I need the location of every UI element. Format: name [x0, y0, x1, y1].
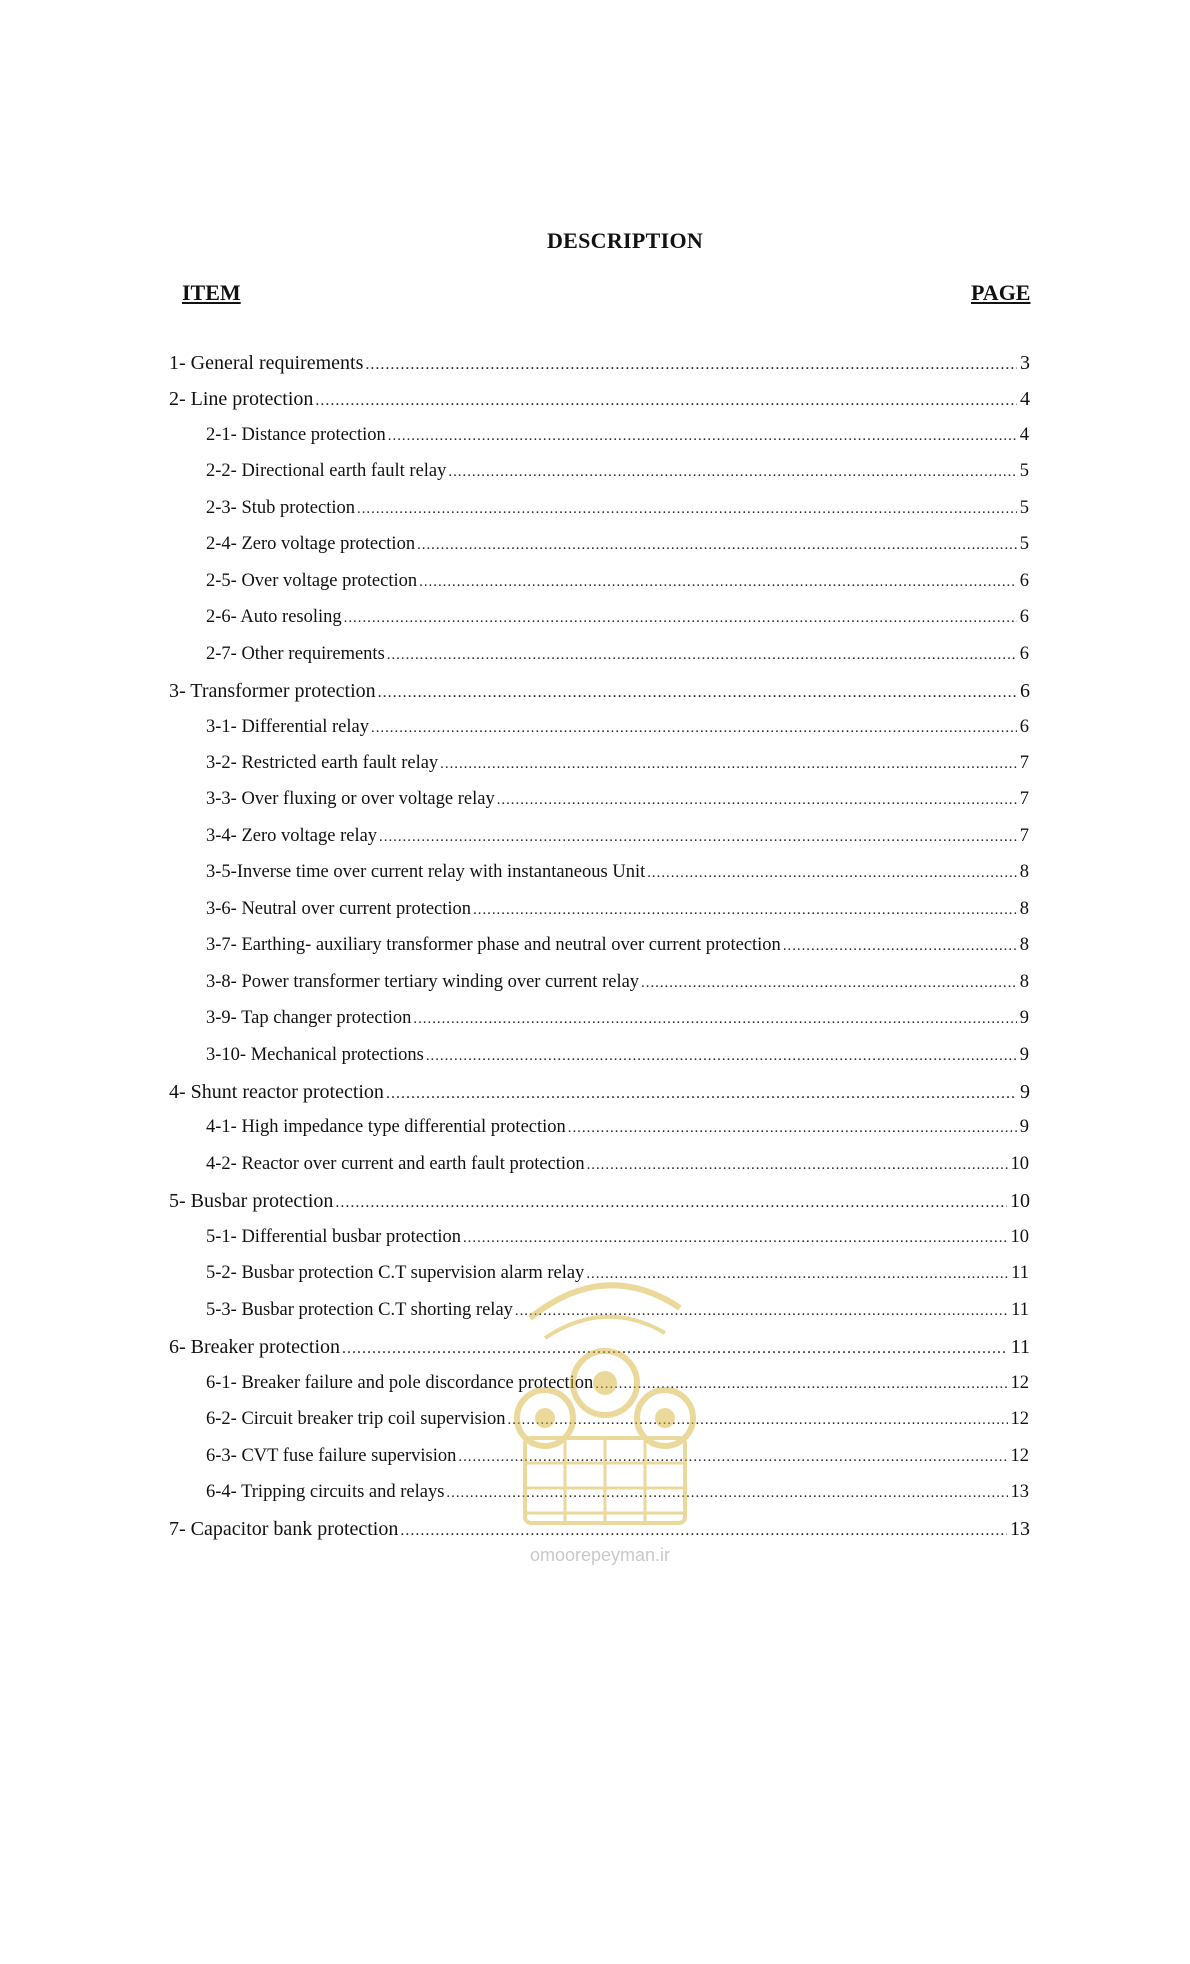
toc-entry-page-number: 8: [1019, 862, 1029, 883]
toc-dot-leader: [783, 938, 1017, 955]
toc-entry-page-number: 3: [1020, 352, 1030, 374]
toc-section-entry: [169, 1081, 1030, 1104]
toc-dot-leader: [595, 1376, 1007, 1393]
toc-subsection-entry: [206, 899, 1029, 920]
toc-entry-label: 2- Line protection: [169, 388, 314, 411]
toc-entry-page-number: 11: [1011, 1299, 1029, 1320]
toc-entry-page-number: 5: [1019, 497, 1029, 518]
toc-entry-label: 5- Busbar protection: [169, 1190, 334, 1213]
toc-entry-page-number: 4: [1019, 424, 1029, 445]
toc-dot-leader: [440, 756, 1017, 773]
toc-entry-page-number: 7: [1019, 825, 1029, 846]
toc-dot-leader: [497, 792, 1017, 809]
toc-subsection-entry: [206, 789, 1029, 810]
toc-entry-page-number: 9: [1019, 1117, 1029, 1138]
toc-entry-page-number: 8: [1019, 898, 1029, 919]
toc-dot-leader: [344, 610, 1017, 627]
toc-entry-page-number: 6: [1020, 680, 1030, 703]
toc-entry-page-number: 9: [1019, 1008, 1029, 1029]
toc-section-entry: [169, 1190, 1030, 1213]
toc-entry-label: 1- General requirements: [169, 352, 364, 374]
toc-dot-leader: [315, 392, 1017, 410]
toc-entry-label: 3-6- Neutral over current protection: [206, 898, 472, 919]
toc-section-entry: [169, 680, 1030, 703]
toc-dot-leader: [413, 1011, 1016, 1028]
toc-dot-leader: [388, 428, 1017, 445]
toc-dot-leader: [647, 865, 1017, 882]
toc-entry-page-number: 7: [1019, 752, 1029, 773]
toc-entry-page-number: 9: [1019, 1044, 1029, 1065]
toc-entry-label: 5-2- Busbar protection C.T supervision alarm relay: [206, 1263, 585, 1284]
toc-entry-page-number: 7: [1019, 789, 1029, 810]
toc-entry-page-number: 6: [1019, 716, 1029, 737]
toc-dot-leader: [400, 1522, 1007, 1540]
toc-entry-label: 2-2- Directional earth fault relay: [206, 461, 447, 482]
toc-dot-leader: [419, 574, 1017, 591]
toc-subsection-entry: [206, 644, 1029, 665]
toc-subsection-entry: [206, 534, 1029, 555]
toc-section-entry: [169, 1518, 1030, 1541]
toc-entry-page-number: 8: [1019, 971, 1029, 992]
toc-entry-label: 6- Breaker protection: [169, 1336, 341, 1359]
toc-entry-label: 6-3- CVT fuse failure supervision: [206, 1445, 457, 1466]
toc-entry-label: 4-1- High impedance type differential protection: [206, 1117, 566, 1138]
toc-dot-leader: [426, 1048, 1017, 1065]
toc-entry-label: 4-2- Reactor over current and earth fault protection: [206, 1153, 585, 1174]
toc-entry-page-number: 4: [1020, 388, 1030, 411]
toc-entry-label: 6-2- Circuit breaker trip coil supervision: [206, 1409, 506, 1430]
toc-entry-page-number: 12: [1010, 1372, 1029, 1393]
toc-entry-label: 2-4- Zero voltage protection: [206, 534, 416, 555]
toc-dot-leader: [587, 1157, 1008, 1174]
toc-entry-label: 6-4- Tripping circuits and relays: [206, 1481, 445, 1502]
toc-entry-label: 7- Capacitor bank protection: [169, 1518, 399, 1541]
toc-entry-label: 3-9- Tap changer protection: [206, 1008, 412, 1029]
toc-subsection-entry: [206, 753, 1029, 774]
toc-subsection-entry: [206, 972, 1029, 993]
toc-entry-label: 4- Shunt reactor protection: [169, 1081, 384, 1103]
toc-subsection-entry: [206, 862, 1029, 883]
toc-dot-leader: [371, 720, 1017, 737]
toc-entry-label: 3-3- Over fluxing or over voltage relay: [206, 789, 495, 810]
toc-subsection-entry: [206, 607, 1029, 628]
toc-entry-label: 5-3- Busbar protection C.T shorting relay: [206, 1299, 513, 1320]
toc-dot-leader: [515, 1303, 1008, 1320]
toc-section-entry: [169, 388, 1030, 411]
document-title: DESCRIPTION: [546, 228, 704, 253]
toc-subsection-entry: [206, 935, 1029, 956]
toc-subsection-entry: [206, 425, 1029, 446]
toc-entry-page-number: 5: [1019, 461, 1029, 482]
toc-subsection-entry: [206, 1482, 1029, 1503]
toc-entry-label: 3-10- Mechanical protections: [206, 1044, 424, 1065]
toc-entry-page-number: 11: [1011, 1263, 1029, 1284]
toc-subsection-entry: [206, 461, 1029, 482]
toc-entry-page-number: 11: [1010, 1336, 1030, 1359]
toc-dot-leader: [508, 1412, 1008, 1429]
toc-section-entry: [169, 352, 1030, 375]
toc-dot-leader: [417, 537, 1017, 554]
toc-dot-leader: [379, 829, 1017, 846]
watermark-text: omoorepeyman.ir: [529, 1545, 671, 1565]
toc-subsection-entry: [206, 826, 1029, 847]
toc-dot-leader: [342, 1340, 1008, 1358]
toc-dot-leader: [386, 1085, 1017, 1103]
toc-entry-page-number: 6: [1019, 607, 1029, 628]
toc-dot-leader: [387, 647, 1017, 664]
toc-entry-page-number: 5: [1019, 534, 1029, 555]
toc-subsection-entry: [206, 1117, 1029, 1138]
toc-subsection-entry: [206, 1154, 1029, 1175]
toc-subsection-entry: [206, 1409, 1029, 1430]
toc-entry-page-number: 10: [1010, 1190, 1030, 1213]
toc-entry-label: 3-8- Power transformer tertiary winding over current relay: [206, 971, 640, 992]
toc-entry-label: 3-5-Inverse time over current relay with instantaneous Unit: [206, 862, 646, 883]
toc-entry-page-number: 12: [1010, 1445, 1029, 1466]
toc-entry-page-number: 6: [1019, 643, 1029, 664]
toc-subsection-entry: [206, 571, 1029, 592]
toc-entry-page-number: 13: [1010, 1481, 1029, 1502]
toc-dot-leader: [458, 1449, 1007, 1466]
toc-entry-page-number: 10: [1010, 1153, 1029, 1174]
toc-dot-leader: [568, 1120, 1017, 1137]
toc-subsection-entry: [206, 1263, 1029, 1284]
toc-dot-leader: [335, 1194, 1007, 1212]
toc-entry-label: 6-1- Breaker failure and pole discordance protection: [206, 1372, 594, 1393]
toc-dot-leader: [378, 684, 1017, 702]
toc-section-entry: [169, 1336, 1030, 1359]
toc-subsection-entry: [206, 1227, 1029, 1248]
toc-entry-label: 3-1- Differential relay: [206, 716, 369, 737]
toc-subsection-entry: [206, 1446, 1029, 1467]
toc-entry-page-number: 6: [1019, 570, 1029, 591]
toc-subsection-entry: [206, 498, 1029, 519]
toc-dot-leader: [448, 464, 1016, 481]
toc-dot-leader: [446, 1485, 1007, 1502]
toc-subsection-entry: [206, 717, 1029, 738]
toc-entry-page-number: 13: [1010, 1518, 1030, 1541]
toc-subsection-entry: [206, 1300, 1029, 1321]
toc-entry-label: 2-1- Distance protection: [206, 424, 386, 445]
toc-entry-label: 2-5- Over voltage protection: [206, 570, 418, 591]
toc-subsection-entry: [206, 1373, 1029, 1394]
toc-dot-leader: [357, 501, 1017, 518]
toc-entry-label: 5-1- Differential busbar protection: [206, 1226, 461, 1247]
toc-entry-label: 3-4- Zero voltage relay: [206, 825, 378, 846]
toc-dot-leader: [473, 902, 1017, 919]
toc-entry-label: 3-2- Restricted earth fault relay: [206, 752, 439, 773]
toc-dot-leader: [365, 356, 1017, 374]
toc-dot-leader: [463, 1230, 1008, 1247]
toc-subsection-entry: [206, 1008, 1029, 1029]
toc-entry-label: 2-7- Other requirements: [206, 643, 385, 664]
column-header-page: PAGE: [971, 280, 1031, 305]
toc-dot-leader: [641, 975, 1017, 992]
toc-entry-page-number: 8: [1019, 935, 1029, 956]
toc-entry-label: 3-7- Earthing- auxiliary transformer phase and neutral over current protection: [206, 935, 781, 956]
toc-entry-page-number: 10: [1010, 1226, 1029, 1247]
toc-entry-label: 2-6- Auto resoling: [206, 607, 342, 628]
toc-entry-page-number: 12: [1010, 1409, 1029, 1430]
toc-entry-label: 3- Transformer protection: [169, 680, 376, 703]
toc-subsection-entry: [206, 1045, 1029, 1066]
column-header-item: ITEM: [182, 280, 241, 305]
toc-entry-page-number: 9: [1020, 1081, 1030, 1103]
toc-entry-label: 2-3- Stub protection: [206, 497, 356, 518]
toc-dot-leader: [586, 1266, 1008, 1283]
